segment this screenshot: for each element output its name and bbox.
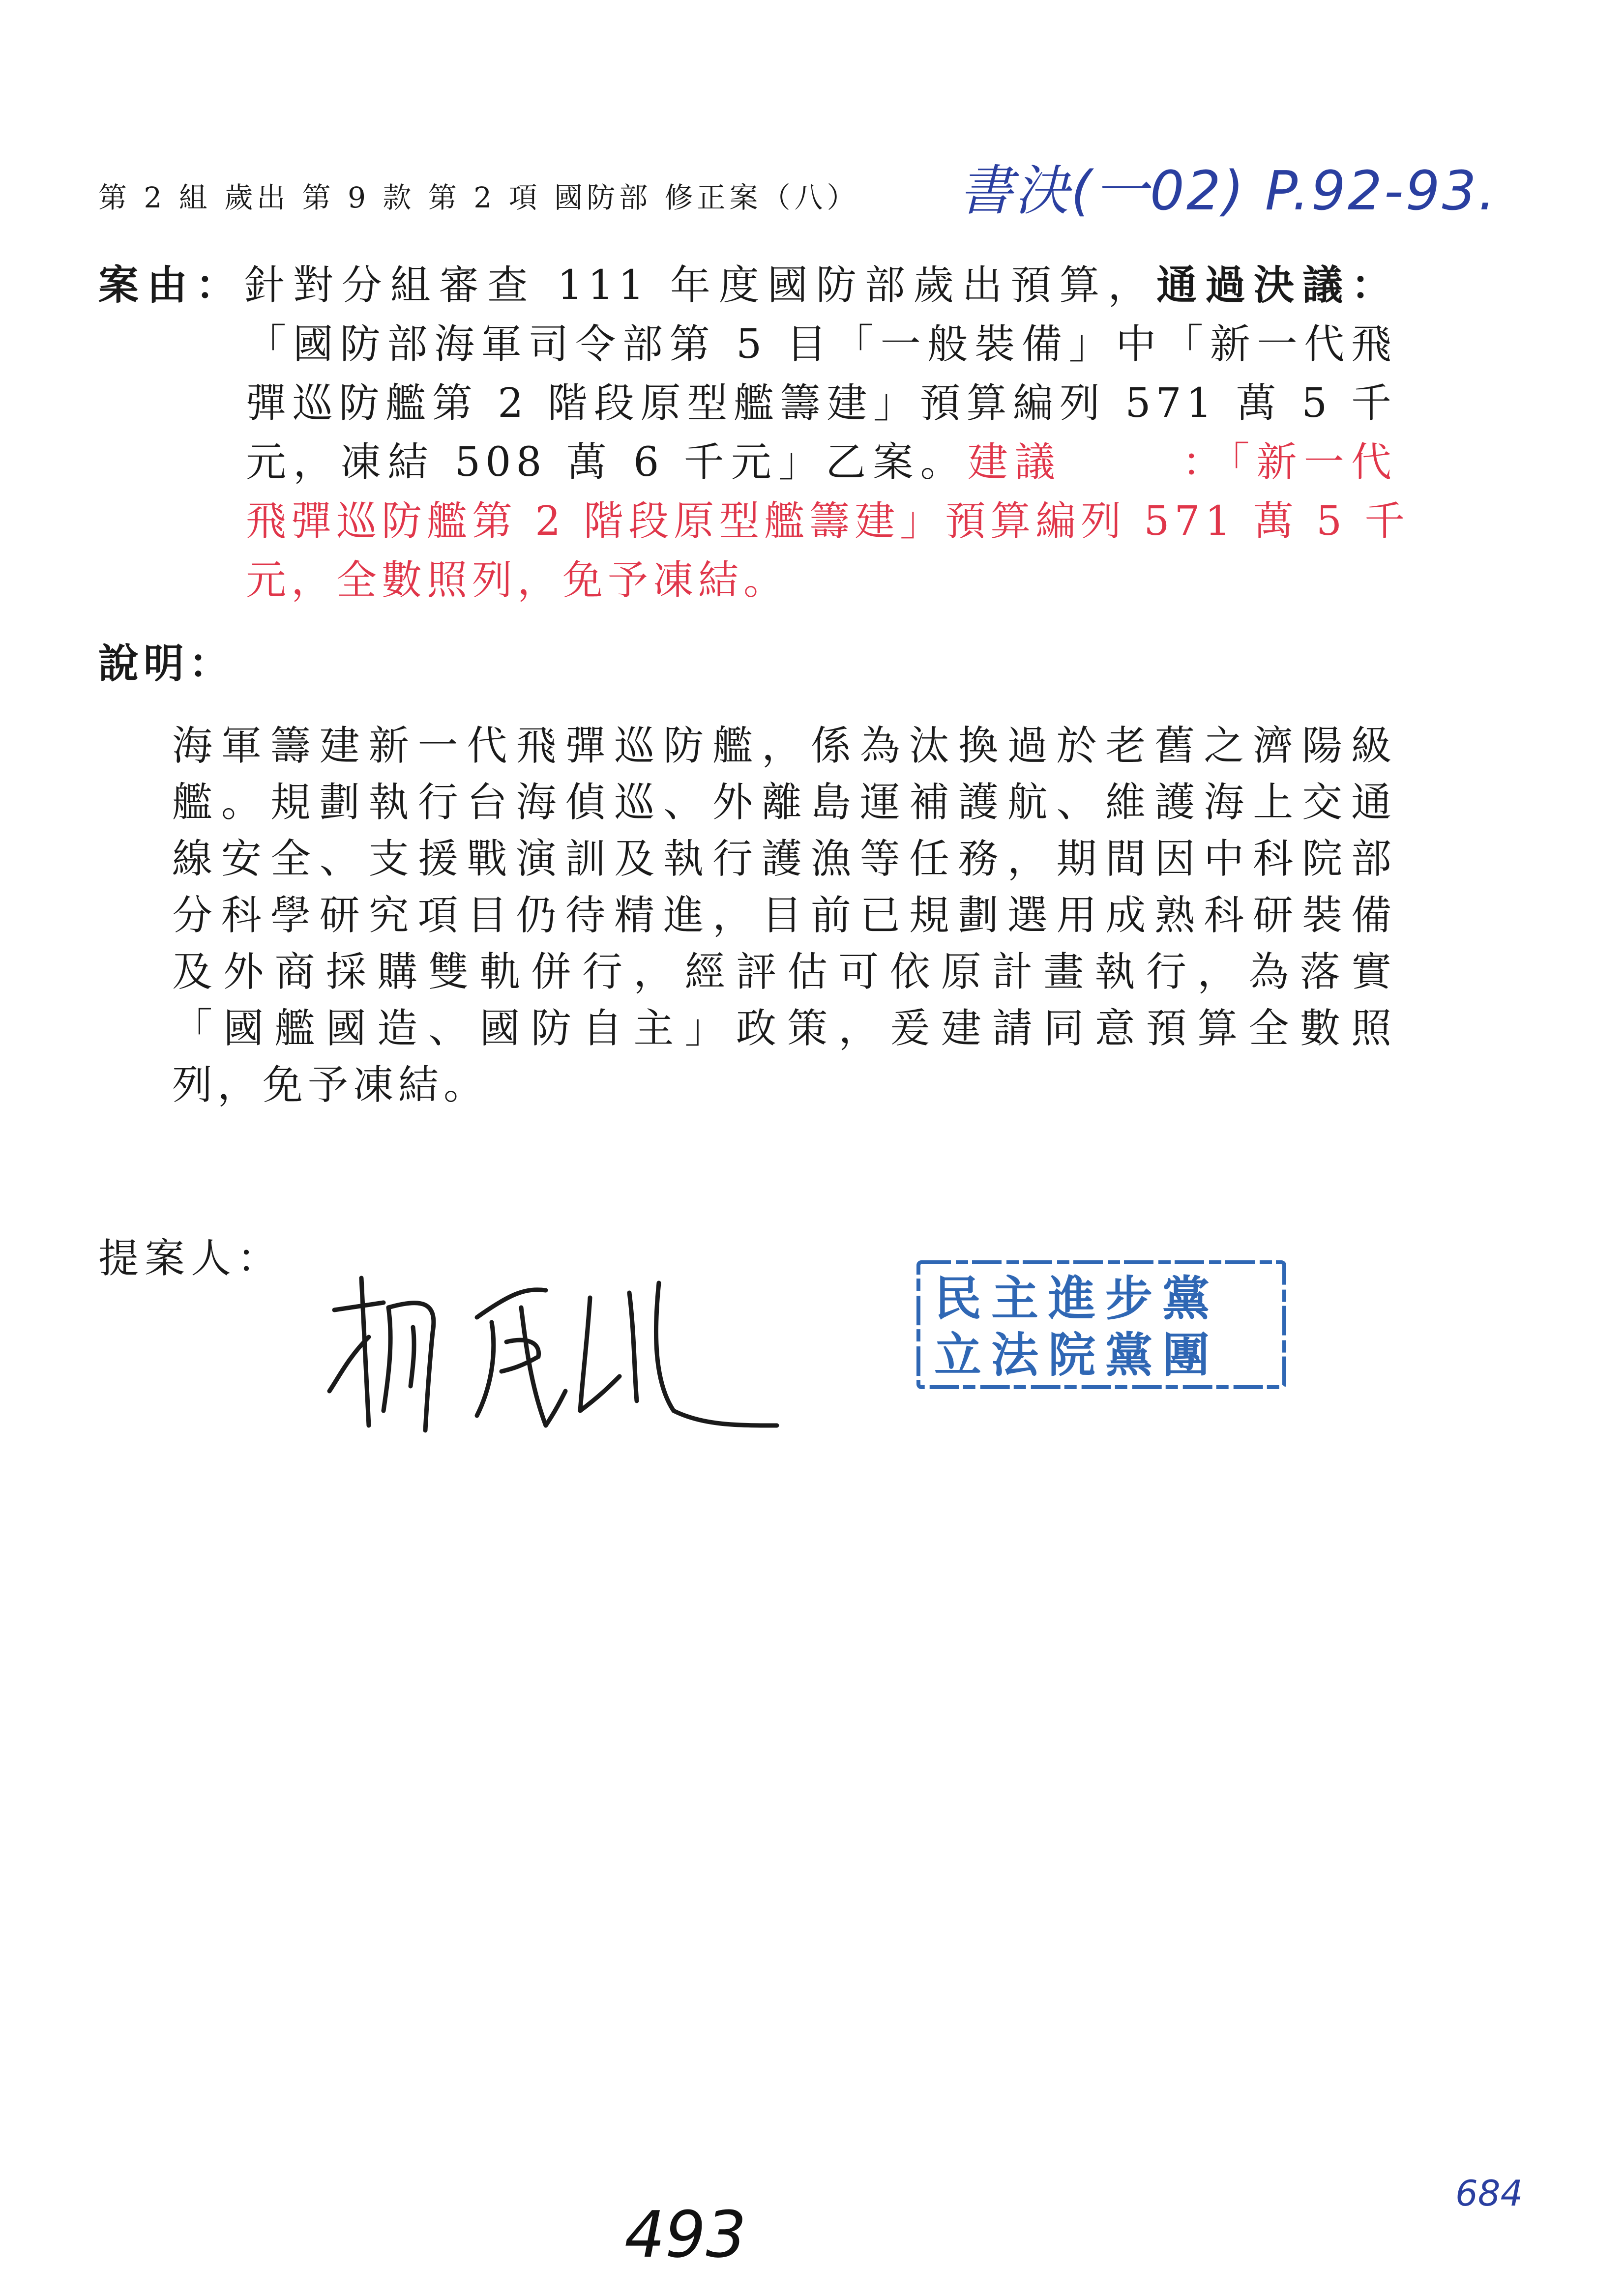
document-header: 第 2 組 歲出 第 9 款 第 2 項 國防部 修正案（八） bbox=[98, 181, 859, 214]
stamp-line-1: 民主進步黨 bbox=[934, 1271, 1219, 1326]
explanation-label: 說明： bbox=[98, 640, 235, 687]
reason-line-2: 「國防部海軍司令部第 5 目「一般裝備」中「新一代飛 bbox=[246, 321, 1396, 368]
reason-text-1a: 針對分組審查 111 年度國防部歲出預算， bbox=[244, 262, 1157, 309]
explanation-line: 分科學研究項目仍待精進，目前已規劃選用成熟科研裝備 bbox=[172, 892, 1396, 939]
explanation-line: 線安全、支援戰演訓及執行護漁等任務，期間因中科院部 bbox=[172, 836, 1396, 882]
handwritten-reference: 書決(一02) P.92-93. bbox=[959, 159, 1498, 222]
reason-text-4-black: 元，凍結 508 萬 6 千元」乙案。 bbox=[246, 439, 968, 486]
reason-text-4-red-b: ：「新一代 bbox=[1180, 439, 1396, 486]
reason-line-1 bbox=[98, 256, 1396, 315]
explanation-body bbox=[172, 718, 1396, 1113]
proposer-label: 提案人： bbox=[98, 1235, 284, 1282]
secondary-page-number: 684 bbox=[1455, 2173, 1523, 2214]
reason-text-4-red-a: 建議 bbox=[967, 439, 1063, 486]
handwritten-signature bbox=[315, 1263, 787, 1450]
stamp-line-2: 立法院黨團 bbox=[934, 1327, 1219, 1383]
page-number: 493 bbox=[624, 2197, 747, 2272]
reason-line-4 bbox=[98, 433, 1396, 492]
reason-line-3: 彈巡防艦第 2 階段原型艦籌建」預算編列 571 萬 5 千 bbox=[246, 380, 1396, 427]
reason-section bbox=[98, 256, 1410, 610]
explanation-line: 列，免予凍結。 bbox=[172, 1062, 489, 1108]
party-caucus-stamp bbox=[915, 1258, 1288, 1391]
explanation-line: 「國艦國造、國防自主」政策，爰建請同意預算全數照 bbox=[172, 1005, 1396, 1052]
reason-label: 案由： bbox=[98, 262, 244, 309]
explanation-line: 海軍籌建新一代飛彈巡防艦，係為汰換過於老舊之濟陽級 bbox=[172, 723, 1396, 769]
explanation-line: 艦。規劃執行台海偵巡、外離島運補護航、維護海上交通 bbox=[172, 779, 1396, 826]
reason-text-1b: 通過決議： bbox=[1156, 262, 1396, 309]
explanation-line: 及外商採購雙軌併行，經評估可依原計畫執行，為落實 bbox=[172, 949, 1396, 995]
reason-line-5: 飛彈巡防艦第 2 階段原型艦籌建」預算編列 571 萬 5 千 bbox=[246, 498, 1410, 545]
reason-line-6: 元，全數照列，免予凍結。 bbox=[246, 557, 789, 604]
